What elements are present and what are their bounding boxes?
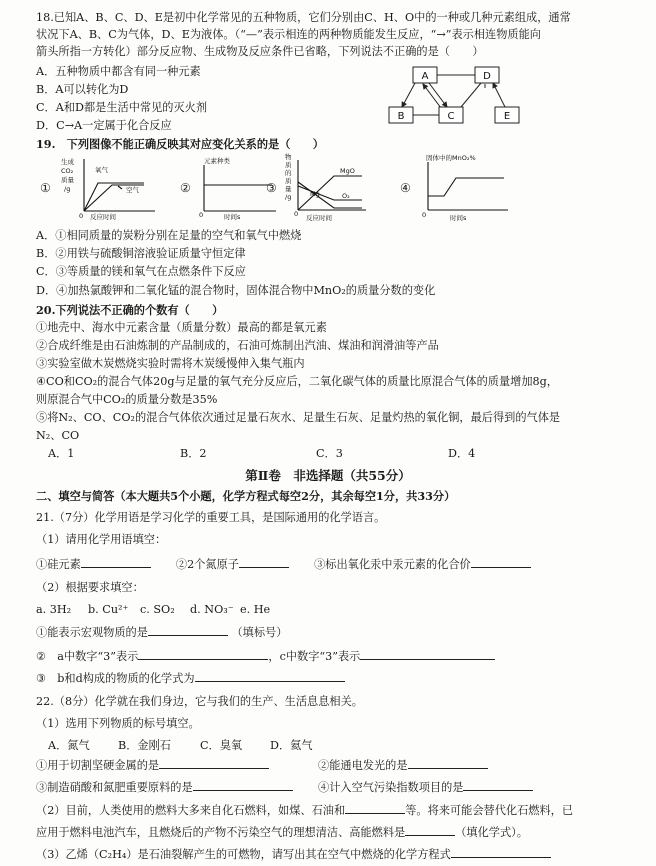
q21-choice-b: b. Cu²⁺ <box>88 603 129 616</box>
graph3-xlabel: 反应时间 <box>306 214 332 222</box>
q21-blank-number-a[interactable] <box>138 648 268 660</box>
diagram-node-b: B <box>397 111 405 122</box>
graph4-number: ④ <box>400 181 411 195</box>
q21-formula-label: ③ b和d构成的物质的化学式为 <box>36 672 195 685</box>
q19-stem: 19. 下列图像不能正确反映其对应变化关系的是（ ） <box>36 137 324 151</box>
q18-stem-line3: 箭头所指一方转化）部分反应物、生成物及反应条件已省略，下列说法不正确的是（ ） <box>36 45 484 58</box>
q22-fill1-label: ①用于切割坚硬金属的是 <box>36 759 160 772</box>
q22-sub3-text: （3）乙烯（C₂H₄）是石油裂解产生的可燃物，请写出其在空气中燃烧的化学方程式 <box>36 848 451 861</box>
q22-choice-a: A．氮气 <box>48 739 90 752</box>
graph3-ylabel-1: 物 <box>285 153 292 161</box>
diagram-node-c: C <box>447 111 455 122</box>
q20-item-3: ③实验室做木炭燃烧实验时需将木炭缓慢伸入集气瓶内 <box>36 357 305 370</box>
q22-sub3-line <box>36 846 551 863</box>
q22-sub2-line2 <box>36 824 528 841</box>
q20-choice-b: B．2 <box>180 447 207 460</box>
graph1-ylabel-1: 生成 <box>61 158 74 166</box>
graph1-ylabel-4: /g <box>64 185 71 193</box>
q19-graph-3 <box>284 150 379 225</box>
q20-item-2: ②合成纤维是由石油炼制的产品制成的，石油可炼制出汽油、煤油和润滑油等产品 <box>36 339 439 352</box>
graph3-ylabel-5: 量 <box>285 185 292 193</box>
q21-blank-nitrogen[interactable] <box>239 556 289 568</box>
q21-number-c-label: ，c中数字“3”表示 <box>268 650 361 663</box>
graph3-number: ③ <box>266 181 277 195</box>
q21-choice-c: c. SO₂ <box>140 603 175 616</box>
q19-graph-4 <box>418 150 528 225</box>
q22-blank-fuel[interactable] <box>345 802 405 814</box>
q22-fill-row2 <box>318 757 488 774</box>
q22-blank-clean-fuel[interactable] <box>405 824 455 836</box>
q19-option-d: D．④加热氯酸钾和二氧化锰的混合物时，固体混合物中MnO₂的质量分数的变化 <box>36 284 436 297</box>
q20-choice-a: A．1 <box>48 447 75 460</box>
q22-sub2-text-c: 应用于燃料电池汽车，且燃烧后的产物不污染空气的理想清洁、高能燃料是 <box>36 826 406 839</box>
graph4-ylabel: 固体中的MnO₂% <box>426 154 476 162</box>
q21-fill-nitrogen-label: ②2个氮原子 <box>175 558 239 571</box>
graph1-ylabel-3: 质量 <box>61 176 74 184</box>
q18-option-d: D．C→A一定属于化合反应 <box>36 119 172 132</box>
diagram-node-d: D <box>483 71 491 82</box>
q21-formula-row <box>36 670 345 687</box>
q21-number-row <box>36 648 495 665</box>
part2-title: 第Ⅱ卷 非选择题（共55分） <box>245 468 411 483</box>
q22-blank-4[interactable] <box>463 779 533 791</box>
q22-sub2-text-b: 等。将来可能会替代化石燃料，已 <box>405 804 574 817</box>
graph3-curve-mg-label: Mg <box>310 190 320 198</box>
q22-fill3-label: ③制造硝酸和氮肥重要原料的是 <box>36 781 193 794</box>
q20-item-1: ①地壳中、海水中元素含量（质量分数）最高的都是氧元素 <box>36 321 327 334</box>
graph3-ylabel-4: 质 <box>285 177 292 185</box>
q22-fill-row3 <box>36 779 293 796</box>
q21-blank-formula[interactable] <box>195 670 345 682</box>
graph3-curve-mgo-label: MgO <box>340 167 355 175</box>
q21-blank-macro[interactable] <box>148 624 228 636</box>
graph2-xlabel: 时间s <box>224 213 241 221</box>
q21-blank-mercury[interactable] <box>471 556 531 568</box>
part2-section-heading: 二、填空与简答（本大题共5个小题，化学方程式每空2分，其余每空1分，共33分） <box>36 489 456 503</box>
q19-option-a: A．①相同质量的炭粉分别在足量的空气和氧气中燃烧 <box>36 229 302 242</box>
graph3-curve-o2-label: O₂ <box>342 192 350 200</box>
q21-choice-a: a. 3H₂ <box>36 603 72 616</box>
q22-blank-equation[interactable] <box>451 846 551 858</box>
q18-option-a: A．五种物质中都含有同一种元素 <box>36 65 201 78</box>
q22-fill-row4 <box>318 779 533 796</box>
q21-sub1: （1）请用化学用语填空： <box>36 533 167 546</box>
graph3-ylabel-6: /g <box>285 193 292 201</box>
graph2-number: ② <box>180 181 191 195</box>
q18-relation-diagram <box>385 62 525 132</box>
q21-blank-silicon[interactable] <box>81 556 151 568</box>
q21-sub2: （2）根据要求填空： <box>36 581 144 594</box>
graph3-ylabel-2: 质 <box>285 161 292 169</box>
q21-macro-row <box>36 624 287 641</box>
q22-sub2-text-d: （填化学式）。 <box>455 826 528 839</box>
graph1-ylabel-2: CO₂ <box>61 167 74 175</box>
q18-option-c: C．A和D都是生活中常见的灭火剂 <box>36 101 208 114</box>
q20-choice-c: C．3 <box>316 447 343 460</box>
q21-choice-e: e. He <box>240 603 271 616</box>
q19-graph-2 <box>196 155 299 225</box>
q18-option-b: B．A可以转化为D <box>36 83 129 96</box>
q22-choice-d: D．氦气 <box>270 739 313 752</box>
q20-item-4-line1: ④CO和CO₂的混合气体20g与足量的氧气充分反应后，二氧化碳气体的质量比原混合气体的质量增加8g， <box>36 375 558 388</box>
q21-fill-mercury-label: ③标出氧化汞中汞元素的化合价 <box>314 558 471 571</box>
q22-choice-c: C．臭氧 <box>200 739 243 752</box>
q22-sub2-line1 <box>36 802 573 819</box>
q21-number-a-label: ② a中数字“3”表示 <box>36 650 139 663</box>
q22-blank-1[interactable] <box>159 757 269 769</box>
q21-fill-silicon-label: ①硅元素 <box>36 558 81 571</box>
graph4-xlabel: 时间s <box>450 214 467 222</box>
graph1-curve-air-label: 空气 <box>126 186 139 194</box>
q20-item-5-line1: ⑤将N₂、CO、CO₂的混合气体依次通过足量石灰水、足量生石灰、足量灼热的氧化铜，最后得到的气体是 <box>36 411 561 424</box>
q21-macro-tail: （填标号） <box>231 626 288 639</box>
graph1-curve-oxygen-label: 氧气 <box>95 166 108 174</box>
diagram-node-a: A <box>421 71 429 82</box>
q21-blank-number-c[interactable] <box>360 648 495 660</box>
q22-blank-3[interactable] <box>193 779 293 791</box>
q20-item-4-line2: 则原混合气中CO₂的质量分数是35% <box>36 393 218 406</box>
q22-sub1: （1）选用下列物质的标号填空。 <box>36 717 200 730</box>
graph3-ylabel-3: 的 <box>285 169 292 177</box>
graph1-number: ① <box>40 181 51 195</box>
q18-stem-line1: 18.已知A、B、C、D、E是初中化学常见的五种物质，它们分别由C、H、O中的一种或几种元素组成，通常 <box>36 11 571 24</box>
q18-stem-line2: 状况下A、B、C为气体，D、E为液体。（“—”表示相连的两种物质能发生反应，“→”表示相连物质能向 <box>36 28 541 41</box>
q22-sub2-text-a: （2）目前，人类使用的燃料大多来自化石燃料，如煤、石油和 <box>36 804 346 817</box>
q21-macro-label: ①能表示宏观物质的是 <box>36 626 148 639</box>
q22-blank-2[interactable] <box>408 757 488 769</box>
q20-choice-d: D．4 <box>448 447 476 460</box>
graph1-xlabel: 反应时间 <box>90 213 116 221</box>
svg-text:0: 0 <box>294 210 299 218</box>
q21-fill-row1 <box>36 556 531 573</box>
q21-choice-d: d. NO₃⁻ <box>190 603 234 616</box>
diagram-node-e: E <box>503 111 511 122</box>
svg-text:0: 0 <box>199 211 204 219</box>
svg-text:0: 0 <box>79 212 84 220</box>
q20-item-5-line2: N₂、CO <box>36 429 80 442</box>
q19-graph-1 <box>60 155 170 225</box>
q20-stem: 20.下列说法不正确的个数有（ ） <box>36 303 224 317</box>
q22-choice-b: B．金刚石 <box>118 739 171 752</box>
q21-stem: 21.（7分）化学用语是学习化学的重要工具，是国际通用的化学语言。 <box>36 511 386 524</box>
q22-fill4-label: ④计入空气污染指数项目的是 <box>318 781 464 794</box>
q22-stem: 22.（8分）化学就在我们身边，它与我们的生产、生活息息相关。 <box>36 695 363 708</box>
graph2-ylabel: 元素种类 <box>204 157 230 165</box>
q22-fill-row1 <box>36 757 269 774</box>
svg-text:0: 0 <box>422 211 427 219</box>
q19-option-b: B．②用铁与硫酸铜溶液验证质量守恒定律 <box>36 247 246 260</box>
q19-option-c: C．③等质量的镁和氧气在点燃条件下反应 <box>36 265 246 278</box>
q22-fill2-label: ②能通电发光的是 <box>318 759 408 772</box>
